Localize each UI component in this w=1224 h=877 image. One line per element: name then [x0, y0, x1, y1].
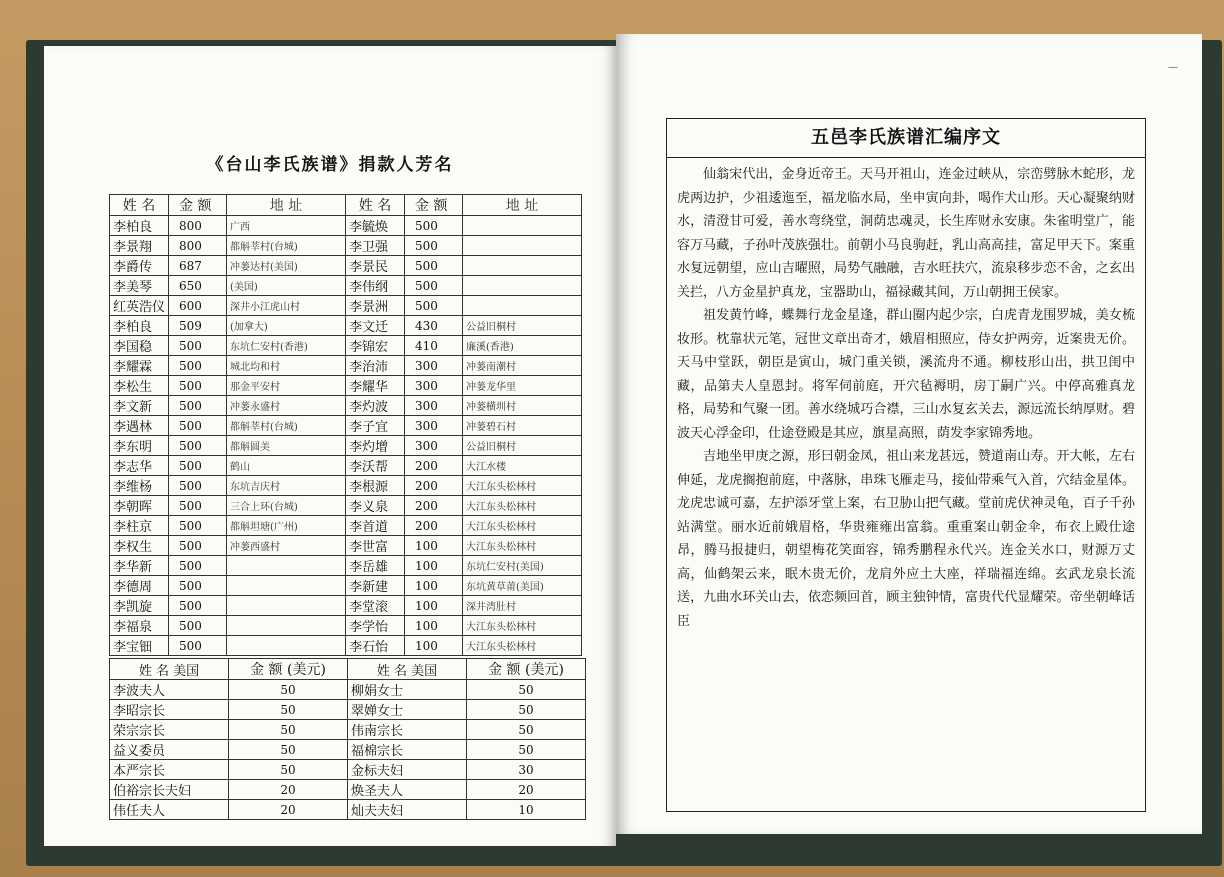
- table-cell: 50: [467, 740, 586, 760]
- table-cell: 李遇林: [110, 416, 169, 436]
- table-cell: [227, 596, 346, 616]
- table-cell: 李凯旋: [110, 596, 169, 616]
- table-cell: 李学怡: [346, 616, 405, 636]
- table-cell: 李美琴: [110, 276, 169, 296]
- table-cell: [463, 256, 582, 276]
- table-cell: 李爵传: [110, 256, 169, 276]
- column-header-amount-usd: 金 额 (美元): [467, 659, 586, 680]
- table-cell: 李柏良: [110, 216, 169, 236]
- table-row: [110, 596, 582, 616]
- table-row: [110, 720, 586, 740]
- table-cell: 500: [405, 216, 463, 236]
- table-cell: 800: [169, 216, 227, 236]
- table-cell: 伟任夫人: [110, 800, 229, 820]
- table-row: [110, 760, 586, 780]
- table-cell: 50: [467, 700, 586, 720]
- table-cell: 焕圣夫人: [348, 780, 467, 800]
- table-cell: 李松生: [110, 376, 169, 396]
- table-cell: 李根源: [346, 476, 405, 496]
- table-cell: 500: [169, 636, 227, 656]
- table-cell: 50: [229, 720, 348, 740]
- table-cell: 大江东头松林村: [463, 616, 582, 636]
- table-cell: 500: [405, 256, 463, 276]
- column-header-address: 地 址: [227, 195, 346, 216]
- table-row: [110, 800, 586, 820]
- table-cell: 100: [405, 636, 463, 656]
- table-cell: 东坑仁安村(美国): [463, 556, 582, 576]
- preface-title: 五邑李氏族谱汇编序文: [667, 119, 1145, 158]
- table-cell: 李灼增: [346, 436, 405, 456]
- table-cell: [463, 276, 582, 296]
- table-cell: 500: [169, 596, 227, 616]
- table-cell: [463, 296, 582, 316]
- table-cell: 100: [405, 556, 463, 576]
- table-cell: 500: [169, 576, 227, 596]
- preface-box: [666, 118, 1146, 812]
- table-cell: 东坑黄草莆(美国): [463, 576, 582, 596]
- table-row: [110, 456, 582, 476]
- table-cell: 冲蒌碧石村: [463, 416, 582, 436]
- table-row: [110, 376, 582, 396]
- table-cell: 李子宜: [346, 416, 405, 436]
- table-row: [110, 436, 582, 456]
- table-cell: 东坑吉庆村: [227, 476, 346, 496]
- table-cell: 李治沛: [346, 356, 405, 376]
- table-cell: 500: [405, 276, 463, 296]
- table-cell: 灿夫夫妇: [348, 800, 467, 820]
- table-cell: 鹤山: [227, 456, 346, 476]
- table-cell: 李华新: [110, 556, 169, 576]
- table-cell: 伟南宗长: [348, 720, 467, 740]
- table-cell: 东坑仁安村(香港): [227, 336, 346, 356]
- table-cell: 李新建: [346, 576, 405, 596]
- table-cell: 687: [169, 256, 227, 276]
- preface-body: [677, 163, 1135, 633]
- table-cell: 大江东头松林村: [463, 536, 582, 556]
- table-cell: 李柱京: [110, 516, 169, 536]
- table-row: [110, 680, 586, 700]
- table-cell: 冲蒌龙华里: [463, 376, 582, 396]
- table-cell: 500: [169, 396, 227, 416]
- table-cell: 200: [405, 496, 463, 516]
- table-row: [110, 396, 582, 416]
- table-cell: 李权生: [110, 536, 169, 556]
- table-cell: 李景民: [346, 256, 405, 276]
- table-row: [110, 516, 582, 536]
- table-cell: 500: [405, 296, 463, 316]
- table-cell: 伯裕宗长夫妇: [110, 780, 229, 800]
- column-header-name-usa: 姓 名 美国: [348, 659, 467, 680]
- table-cell: 李义泉: [346, 496, 405, 516]
- table-cell: 柳娟女士: [348, 680, 467, 700]
- table-cell: 李岳雄: [346, 556, 405, 576]
- table-cell: 李世富: [346, 536, 405, 556]
- table-cell: 500: [169, 476, 227, 496]
- table-row: [110, 256, 582, 276]
- table-cell: 李堂滚: [346, 596, 405, 616]
- table-cell: 金标夫妇: [348, 760, 467, 780]
- table-cell: 300: [405, 436, 463, 456]
- table-cell: 500: [169, 516, 227, 536]
- table-cell: 李维杨: [110, 476, 169, 496]
- preface-paragraph: 祖发黄竹峰，蝶舞行龙金星逢，群山圈内起少宗，白虎青龙围罗城，美女梳妆形。枕靠状元笔，冠世文章出奇才，娥眉相照应，侍女护两旁，近案贵无价。天马中堂跃，朝臣是寅山，城门重关锁，溪流舟不通。柳枝形山出，拱卫闺中藏，品第夫人皇恩封。将军伺前庭，开穴毡褥明，房丁嗣广兴。中停高雅真龙格，局势和气聚一团。善水绕城巧合襟，三山水复玄关去，源远流长纳厚财。碧波天心浮金印，仕途登殿是其应，旗星高照，荫发李家锦秀地。: [677, 308, 1135, 441]
- table-cell: 荣宗宗长: [110, 720, 229, 740]
- table-cell: 廉溪(香港): [463, 336, 582, 356]
- table-row: [110, 216, 582, 236]
- table-row: [110, 700, 586, 720]
- table-cell: 100: [405, 576, 463, 596]
- table-cell: 大江东头松林村: [463, 636, 582, 656]
- table-cell: 30: [467, 760, 586, 780]
- table-cell: 广西: [227, 216, 346, 236]
- table-cell: 深井小江虎山村: [227, 296, 346, 316]
- column-header-name-usa: 姓 名 美国: [110, 659, 229, 680]
- table-cell: 650: [169, 276, 227, 296]
- table-cell: 李沃帮: [346, 456, 405, 476]
- table-cell: 冲蒌永盛村: [227, 396, 346, 416]
- table-cell: 50: [467, 720, 586, 740]
- table-header-row: [110, 659, 586, 680]
- table-cell: 李德周: [110, 576, 169, 596]
- table-cell: 500: [169, 376, 227, 396]
- table-cell: 李宝钿: [110, 636, 169, 656]
- table-cell: 三合上环(台城): [227, 496, 346, 516]
- table-header-row: [110, 195, 582, 216]
- table-cell: 李灼波: [346, 396, 405, 416]
- table-cell: 500: [169, 416, 227, 436]
- table-cell: 李耀霖: [110, 356, 169, 376]
- table-row: [110, 536, 582, 556]
- table-cell: 200: [405, 456, 463, 476]
- table-cell: 都斛坦塘(广州): [227, 516, 346, 536]
- table-cell: 50: [229, 760, 348, 780]
- table-cell: 李耀华: [346, 376, 405, 396]
- table-cell: 500: [169, 456, 227, 476]
- table-cell: 李文迁: [346, 316, 405, 336]
- table-cell: 李昭宗长: [110, 700, 229, 720]
- table-cell: (加拿大): [227, 316, 346, 336]
- table-cell: 300: [405, 376, 463, 396]
- right-page: [616, 34, 1202, 834]
- table-row: [110, 556, 582, 576]
- table-cell: 600: [169, 296, 227, 316]
- column-header-amount-usd: 金 额 (美元): [229, 659, 348, 680]
- table-cell: 深井湾肚村: [463, 596, 582, 616]
- table-row: [110, 616, 582, 636]
- table-cell: 李首道: [346, 516, 405, 536]
- table-cell: 李景洲: [346, 296, 405, 316]
- table-row: [110, 236, 582, 256]
- table-cell: 500: [169, 336, 227, 356]
- table-cell: 大江水楼: [463, 456, 582, 476]
- table-cell: 李伟纲: [346, 276, 405, 296]
- table-cell: 500: [169, 496, 227, 516]
- table-row: [110, 276, 582, 296]
- table-cell: 李波夫人: [110, 680, 229, 700]
- table-cell: 20: [467, 780, 586, 800]
- table-row: [110, 316, 582, 336]
- table-cell: 50: [229, 700, 348, 720]
- table-row: [110, 296, 582, 316]
- table-cell: 冲蒌横圳村: [463, 396, 582, 416]
- table-cell: 500: [169, 436, 227, 456]
- table-cell: 10: [467, 800, 586, 820]
- table-cell: 都斛圆美: [227, 436, 346, 456]
- table-cell: 公益旧桐村: [463, 316, 582, 336]
- table-row: [110, 476, 582, 496]
- table-cell: 200: [405, 516, 463, 536]
- table-row: [110, 636, 582, 656]
- table-row: [110, 356, 582, 376]
- table-cell: 200: [405, 476, 463, 496]
- table-row: [110, 740, 586, 760]
- table-cell: 红英浩仪: [110, 296, 169, 316]
- table-cell: [227, 636, 346, 656]
- table-cell: 益义委员: [110, 740, 229, 760]
- table-row: [110, 416, 582, 436]
- table-cell: 都斛莘村(台城): [227, 236, 346, 256]
- preface-paragraph: 仙翁宋代出，金身近帝王。天马开祖山，连金过峡从，宗峦劈脉木蛇形，龙虎两边护，少祖逶迤至，福龙临水局，坐申寅向卦，喝作犬山形。天心凝聚纳财水，清澄甘可爱，善水弯绕堂，洞荫忠魂灵，长生库财永安康。朱雀明堂广，能容万马藏，子孙叶茂族强壮。前朝小马良驹赶，乳山高高挂，富足甲天下。案重水复远朝望，应山吉曜照，局势气融融，吉水旺扶穴，流泉移步恋不舍，之玄出关拦，八方金星护真龙，宝器助山，福禄藏其间，万山朝拥王侯家。: [677, 167, 1135, 300]
- table-cell: 李国稳: [110, 336, 169, 356]
- table-cell: 430: [405, 316, 463, 336]
- table-cell: 大江东头松林村: [463, 476, 582, 496]
- table-cell: 李柏良: [110, 316, 169, 336]
- table-cell: 李朝晖: [110, 496, 169, 516]
- table-cell: 冲蒌西盛村: [227, 536, 346, 556]
- table-cell: 300: [405, 356, 463, 376]
- table-cell: 那金平安村: [227, 376, 346, 396]
- table-cell: [227, 616, 346, 636]
- table-cell: 李东明: [110, 436, 169, 456]
- table-cell: 李卫强: [346, 236, 405, 256]
- table-cell: 公益旧桐村: [463, 436, 582, 456]
- table-cell: 李毓焕: [346, 216, 405, 236]
- table-cell: [227, 576, 346, 596]
- table-cell: [463, 236, 582, 256]
- table-cell: 100: [405, 616, 463, 636]
- table-cell: 冲蒌达村(美国): [227, 256, 346, 276]
- column-header-amount: 金 额: [169, 195, 227, 216]
- donor-list-title: 《台山李氏族谱》捐款人芳名: [206, 155, 454, 175]
- table-cell: 500: [169, 536, 227, 556]
- table-cell: 翠婵女士: [348, 700, 467, 720]
- table-cell: (美国): [227, 276, 346, 296]
- table-cell: 李石怡: [346, 636, 405, 656]
- left-page: [44, 46, 616, 846]
- table-cell: 冲蒌南潮村: [463, 356, 582, 376]
- table-cell: 大江东头松林村: [463, 496, 582, 516]
- table-cell: 李文新: [110, 396, 169, 416]
- table-cell: 410: [405, 336, 463, 356]
- donor-table-usa: [109, 658, 586, 820]
- table-row: [110, 336, 582, 356]
- table-cell: 300: [405, 396, 463, 416]
- table-cell: 大江东头松林村: [463, 516, 582, 536]
- table-cell: 800: [169, 236, 227, 256]
- page-mark: —: [1168, 62, 1178, 73]
- table-cell: 都斛莘村(台城): [227, 416, 346, 436]
- table-cell: 李锦宏: [346, 336, 405, 356]
- table-cell: 500: [169, 556, 227, 576]
- table-cell: 500: [405, 236, 463, 256]
- table-cell: 李福泉: [110, 616, 169, 636]
- column-header-address: 地 址: [463, 195, 582, 216]
- column-header-name: 姓 名: [110, 195, 169, 216]
- table-cell: 20: [229, 780, 348, 800]
- table-cell: 20: [229, 800, 348, 820]
- table-cell: [227, 556, 346, 576]
- table-row: [110, 576, 582, 596]
- table-cell: 50: [229, 740, 348, 760]
- table-cell: 100: [405, 596, 463, 616]
- table-cell: 李志华: [110, 456, 169, 476]
- table-cell: 509: [169, 316, 227, 336]
- column-header-name: 姓 名: [346, 195, 405, 216]
- table-cell: 50: [229, 680, 348, 700]
- donor-table-main: [109, 194, 582, 656]
- table-cell: 城北均和村: [227, 356, 346, 376]
- table-cell: 500: [169, 616, 227, 636]
- table-row: [110, 780, 586, 800]
- table-cell: 李景翔: [110, 236, 169, 256]
- table-cell: [463, 216, 582, 236]
- table-cell: 500: [169, 356, 227, 376]
- table-cell: 50: [467, 680, 586, 700]
- table-cell: 100: [405, 536, 463, 556]
- table-cell: 300: [405, 416, 463, 436]
- column-header-amount: 金 额: [405, 195, 463, 216]
- table-row: [110, 496, 582, 516]
- table-cell: 福棉宗长: [348, 740, 467, 760]
- preface-paragraph: 吉地坐甲庚之源，形曰朝金凤，祖山来龙甚远，赞道南山寿。开大帐，左右伸延，龙虎搁抱前庭，中落脉，串珠飞雁走马，接仙带乘气入首，穴结金星体。龙虎忠诚可嘉，左护添牙堂上案，右卫胁山把气藏。堂前虎伏神灵龟，百子千孙站满堂。丽水近前娥眉格，华贵雍雍出富翁。重重案山朝金伞，布衣上殿仕途昂，腾马报捷归，朝望梅花笑面容，锦秀鹏程永代兴。连金关水口，财源万丈高，仙鹤架云来，眠木贵无价，龙肩外应土大座，祥瑞福连绵。玄武龙泉长流送，九曲水环关山去，依恋频回首，顾主独钟情，富贵代代显耀荣。帝坐朝峰话臣: [677, 449, 1135, 629]
- table-cell: 本严宗长: [110, 760, 229, 780]
